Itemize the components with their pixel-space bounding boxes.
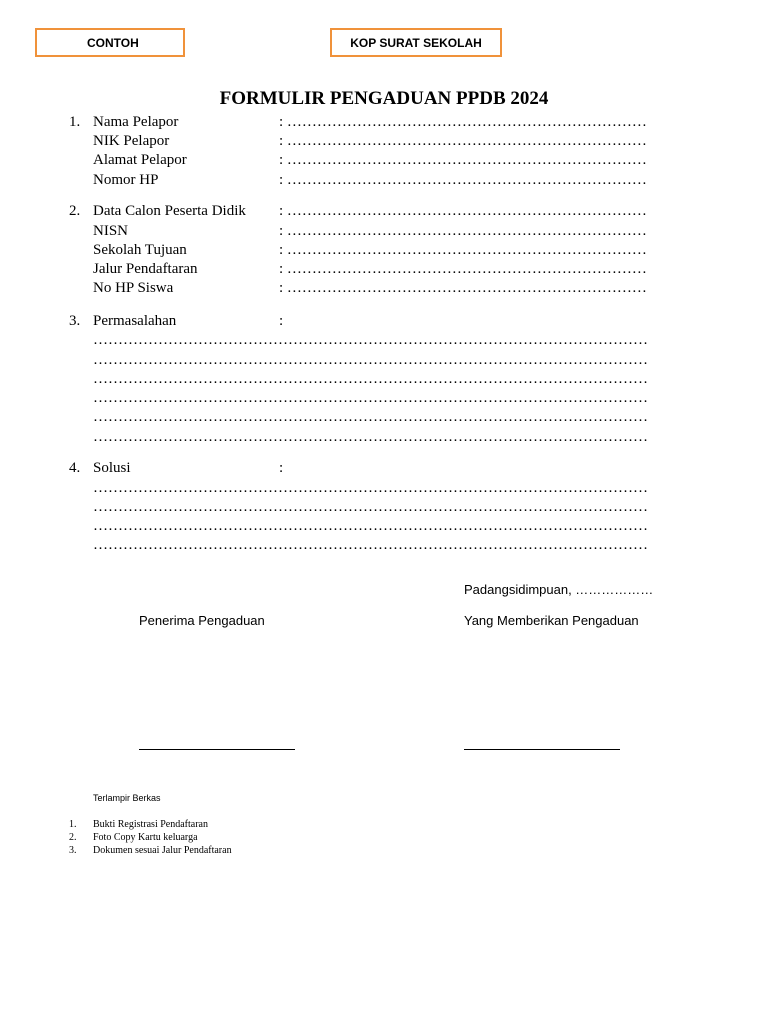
field-label: NISN <box>93 223 129 239</box>
form-row <box>0 171 768 190</box>
contoh-tag <box>35 28 185 57</box>
section3-number: 3. <box>69 313 81 329</box>
field-label: No HP Siswa <box>93 280 174 296</box>
dotted-line[interactable]: ………………………………………………………………………………………………… <box>93 390 648 406</box>
field-value[interactable]: : ……………………………………………………………… <box>279 223 647 239</box>
field-value[interactable]: : ……………………………………………………………… <box>279 114 647 130</box>
field-value[interactable]: : ……………………………………………………………… <box>279 172 647 188</box>
field-value[interactable]: : ……………………………………………………………… <box>279 152 647 168</box>
field-value[interactable]: : ……………………………………………………………… <box>279 133 647 149</box>
section4-number: 4. <box>69 460 81 476</box>
field-value[interactable]: : ……………………………………………………………… <box>279 242 647 258</box>
section3-row <box>0 312 768 331</box>
attachment-number: 2. <box>69 832 77 843</box>
section4-row <box>0 459 768 478</box>
field-value[interactable]: : ……………………………………………………………… <box>279 261 647 277</box>
field-label: Nomor HP <box>93 172 159 188</box>
section4-label: Solusi <box>93 460 131 476</box>
field-label: NIK Pelapor <box>93 133 170 149</box>
form-row <box>0 151 768 170</box>
attachment-number: 3. <box>69 845 77 856</box>
attachment-text: Foto Copy Kartu keluarga <box>93 832 198 843</box>
dotted-line[interactable]: ………………………………………………………………………………………………… <box>93 371 648 387</box>
attachment-number: 1. <box>69 819 77 830</box>
giver-signature-line <box>464 749 620 750</box>
form-row <box>0 132 768 151</box>
place-date: Padangsidimpuan, ……………… <box>464 582 654 597</box>
dotted-line[interactable]: ………………………………………………………………………………………………… <box>93 537 648 553</box>
kop-surat-tag <box>330 28 502 57</box>
form-row <box>0 241 768 260</box>
receiver-label: Penerima Pengaduan <box>139 613 265 628</box>
field-label: Nama Pelapor <box>93 114 179 130</box>
dotted-line[interactable]: ………………………………………………………………………………………………… <box>93 429 648 445</box>
section4-colon: : <box>279 460 284 476</box>
form-row <box>0 222 768 241</box>
form-title: FORMULIR PENGADUAN PPDB 2024 <box>219 88 549 109</box>
dotted-line[interactable]: ………………………………………………………………………………………………… <box>93 499 648 515</box>
field-label: Data Calon Peserta Didik <box>93 203 246 219</box>
attachment-text: Dokumen sesuai Jalur Pendaftaran <box>93 845 232 856</box>
kop-surat-label: KOP SURAT SEKOLAH <box>350 36 482 50</box>
receiver-signature-line <box>139 749 295 750</box>
section1-number: 1. <box>69 114 81 130</box>
form-row <box>0 260 768 279</box>
field-label: Alamat Pelapor <box>93 152 187 168</box>
giver-label: Yang Memberikan Pengaduan <box>464 613 639 628</box>
field-label: Sekolah Tujuan <box>93 242 187 258</box>
dotted-line[interactable]: ………………………………………………………………………………………………… <box>93 352 648 368</box>
field-value[interactable]: : ……………………………………………………………… <box>279 280 647 296</box>
form-row <box>0 279 768 298</box>
dotted-line[interactable]: ………………………………………………………………………………………………… <box>93 518 648 534</box>
dotted-line[interactable]: ………………………………………………………………………………………………… <box>93 480 648 496</box>
field-value[interactable]: : ……………………………………………………………… <box>279 203 647 219</box>
attachment-text: Bukti Registrasi Pendaftaran <box>93 819 208 830</box>
dotted-line[interactable]: ………………………………………………………………………………………………… <box>93 409 648 425</box>
section3-label: Permasalahan <box>93 313 177 329</box>
section2-row <box>0 202 768 221</box>
field-label: Jalur Pendaftaran <box>93 261 198 277</box>
section1-row <box>0 113 768 132</box>
attachments-heading: Terlampir Berkas <box>93 793 161 803</box>
section2-number: 2. <box>69 203 81 219</box>
section3-colon: : <box>279 313 284 329</box>
contoh-label: CONTOH <box>87 36 139 50</box>
dotted-line[interactable]: ………………………………………………………………………………………………… <box>93 332 648 348</box>
